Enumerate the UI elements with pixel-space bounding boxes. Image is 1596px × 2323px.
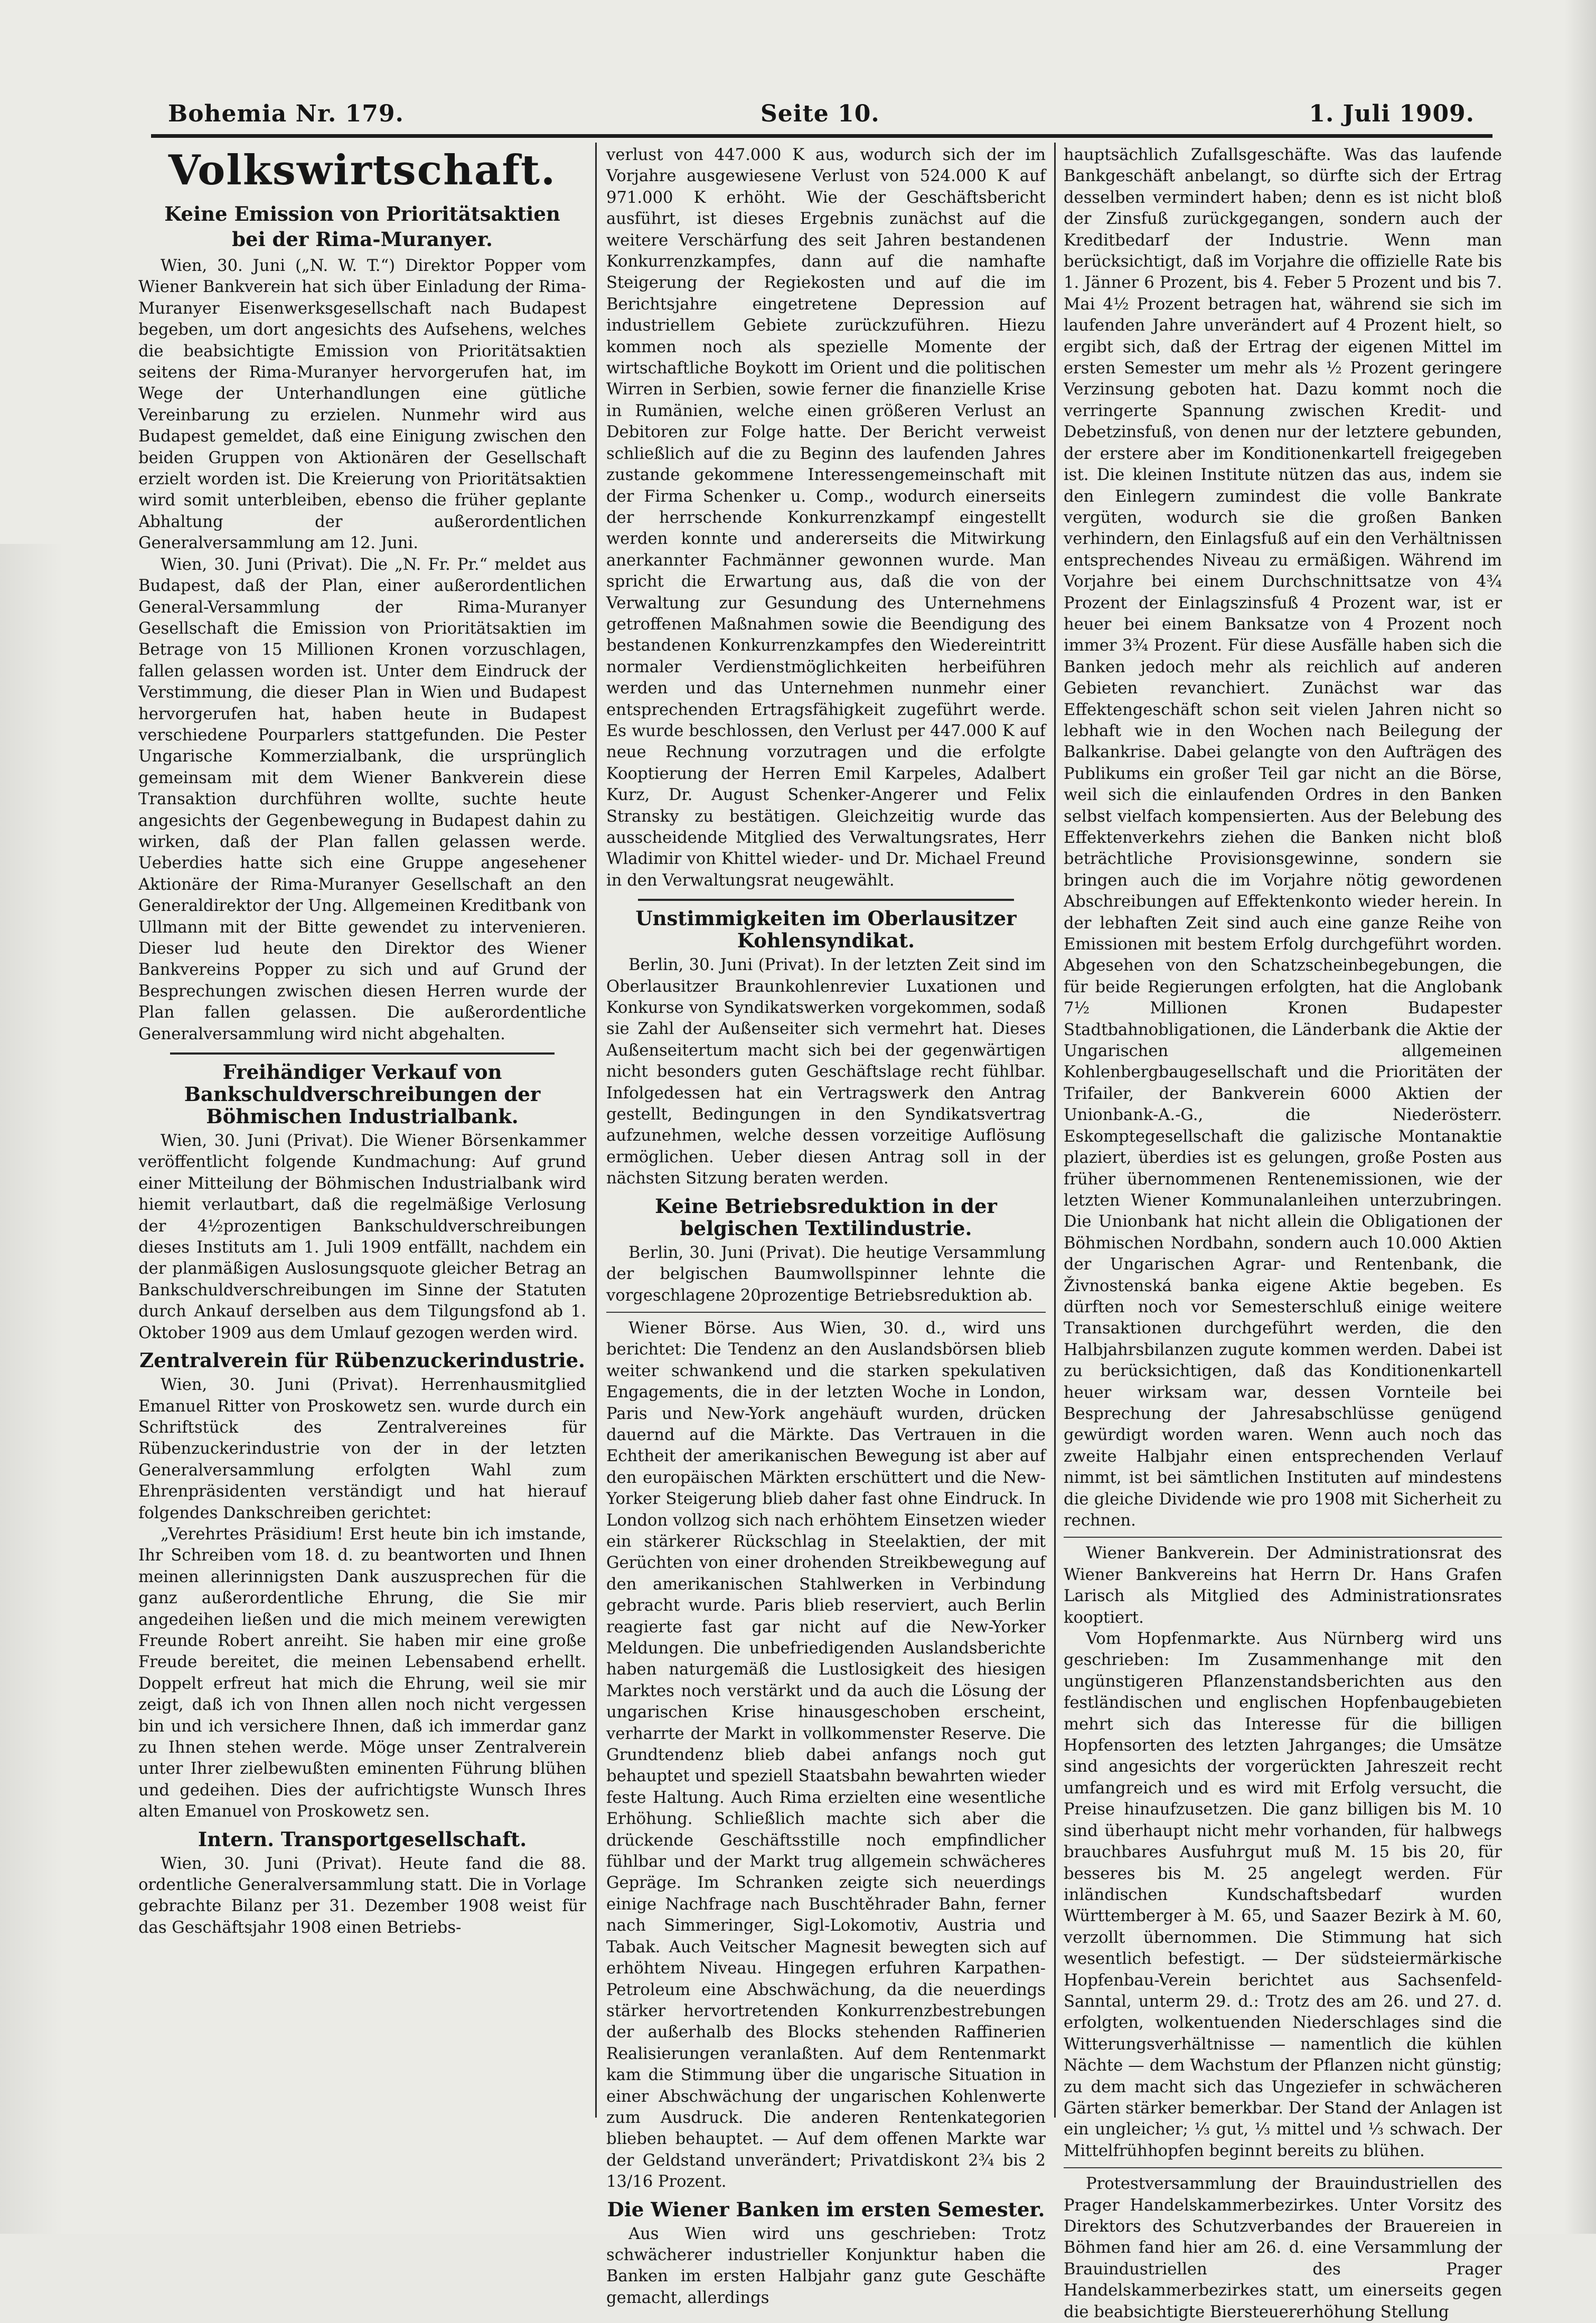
article-headline: Unstimmigkeiten im Oberlausitzer Kohlensyndikat. [635, 907, 1017, 953]
column-rule-1 [595, 143, 597, 2118]
article-separator [1064, 2167, 1502, 2168]
section-title: Volkswirtschaft. [168, 146, 557, 194]
article-paragraph: Wiener Börse. Aus Wien, 30. d., wird uns berichtet: Die Tendenz an den Auslandsbörsen blieb weiter schwankend und die starken spekulativen Engagements, die in der letzten Woche in London, Paris und New-York angehäuft wurden, drücken dauernd auf die Märkte. Das Vertrauen in die Echtheit der amerikanischen Bewegung ist aber auf den europäischen Märkten erschüttert und die New-Yorker Steigerung blieb daher fast ohne Eindruck. In London vollzog sich nach erhöhtem Einsetzen wieder ein stärkerer Rückschlag in Steelaktien, der mit Gerüchten von einer drohenden Streikbewegung auf den amerikanischen Stahlwerken in Verbindung gebracht wurde. Paris blieb reserviert, auch Berlin reagierte fast gar nicht auf die New-Yorker Meldungen. Die unbefriedigenden Auslandsberichte haben naturgemäß die Lustlosigkeit des hiesigen Marktes noch verstärkt und da auch die Lösung der ungarischen Krise hinausgeschoben erscheint, verharrte der Markt in vollkommenster Reserve. Die Grundtendenz blieb dabei anfangs noch gut behauptet und speziell Staatsbahn bewahrten wieder feste Haltung. Auch Rima erzielten eine wesentliche Erhöhung. Schließlich machte sich aber die drückende Geschäftsstille noch empfindlicher fühlbar und der Markt trug allgemein schwächeres Gepräge. Im Schranken zeigte sich neuerdings einige Nachfrage nach Buschtěhrader Bahn, ferner nach Simmeringer, Sigl-Lokomotiv, Austria und Tabak. Auch Veitscher Magnesit bewegten sich auf erhöhtem Niveau. Hingegen erfuhren Karpathen-Petroleum eine Abschwächung, da die neuerdings stärker hervortretenden Konkurrenzbestrebungen der außerhalb des Blocks stehenden Raffinerien Realisierungen veranlaßten. Auf dem Rentenmarkt kam die Stimmung über die ungarische Situation in einer Abschwächung der ungarischen Kohlenwerte zum Ausdruck. Die anderen Rentenkategorien blieben behauptet. — Auf dem offenen Markte war der Geldstand unverändert; Privatdiskont 2¾ bis 2 13/16 Prozent. [606, 1319, 1046, 2192]
article-separator [638, 899, 1014, 901]
article-separator [1064, 1537, 1502, 1538]
header-rule [151, 134, 1492, 138]
article-paragraph: Wien, 30. Juni (Privat). Die „N. Fr. Pr.“ meldet aus Budapest, daß der Plan, einer außerordentlichen General-Versammlung der Rima-Muranyer Gesellschaft die Emission von Prioritätsaktien im Betrage von 15 Millionen Kronen vorzuschlagen, fallen gelassen worden ist. Unter dem Eindruck der Verstimmung, die dieser Plan in Wien und Budapest hervorgerufen hat, haben heute in Budapest verschiedene Pourparlers stattgefunden. Die Pester Ungarische Kommerzialbank, die ursprünglich gemeinsam mit dem Wiener Bankverein diese Transaktion durchführen wollte, suchte heute angesichts der Gegenbewegung in Budapest dahin zu wirken, daß der Plan fallen gelassen werde. Ueberdies hatte sich eine Gruppe angesehener Aktionäre der Rima-Muranyer Gesellschaft an den Generaldirektor der Ung. Allgemeinen Kreditbank von Ullmann mit der Bitte gewendet zu intervenieren. Dieser lud heute den Direktor des Wiener Bankvereins Popper zu sich und auf Grund der Besprechungen zwischen diesen Herren wurde der Plan fallen gelassen. Die außerordentliche Generalversammlung wird nicht abgehalten. [138, 555, 586, 1043]
article-paragraph: Berlin, 30. Juni (Privat). In der letzten Zeit sind im Oberlausitzer Braunkohlenrevier Luxationen und Konkurse von Syndikatswerken vorgekommen, sodaß sie Zahl der Außenseiter sich vermehrt hat. Dieses Außenseitertum macht sich bei der gegenwärtigen nicht besonders guten Geschäftslage recht fühlbar. Infolgedessen hat ein Vertragswerk den Antrag gestellt, Bedingungen in den Syndikatsvertrag aufzunehmen, welche dessen vorzeitige Auflösung ermöglichen. Ueber diesen Antrag soll in der nächsten Sitzung beraten werden. [606, 956, 1046, 1188]
article-paragraph: Wien, 30. Juni („N. W. T.“) Direktor Popper vom Wiener Bankverein hat sich über Einladung der Rima-Muranyer Eisenwerksgesellschaft nach Budapest begeben, um dort angesichts des Aufsehens, welches die beabsichtigte Emission von Prioritätsaktien seitens der Rima-Muranyer hervorgerufen hat, im Wege der Unterhandlungen eine gütliche Vereinbarung zu erzielen. Nunmehr wird aus Budapest gemeldet, daß eine Einigung zwischen den beiden Gruppen von Aktionären der Gesellschaft erzielt worden ist. Die Kreierung von Prioritätsaktien wird somit unterbleiben, ebenso die früher geplante Abhaltung der außerordentlichen Generalversammlung am 12. Juni. [138, 257, 586, 553]
article-separator [606, 1312, 1046, 1313]
article-headline: Die Wiener Banken im ersten Semester. [607, 2197, 1045, 2221]
article-paragraph: Aus Wien wird uns geschrieben: Trotz schwächerer industrieller Konjunktur haben die Banken im ersten Halbjahr ganz gute Geschäfte gemacht, allerdings [606, 2224, 1046, 2307]
article-paragraph: Wien, 30. Juni (Privat). Herrenhausmitglied Emanuel Ritter von Proskowetz sen. wurde durch ein Schriftstück des Zentralvereines für Rübenzuckerindustrie von der in der letzten Generalversammlung erfolgten Wahl zum Ehrenpräsidenten verständigt und hat hierauf folgendes Dankschreiben gerichtet: [138, 1376, 586, 1522]
article-paragraph: Vom Hopfenmarkte. Aus Nürnberg wird uns geschrieben: Im Zusammenhange mit den ungünstigeren Pflanzenstandsberichten aus den festländischen und englischen Hopfenbaugebieten mehrt sich das Interesse für die billigen Hopfensorten des letzten Jahrganges; die Umsätze sind angesichts der vorgerückten Jahreszeit recht umfangreich und es wird mit Erfolg versucht, die Preise hinaufzusetzen. Die ganz billigen bis M. 10 sind überhaupt nicht mehr vorhanden, für halbwegs brauchbares Ausfuhrgut muß M. 15 bis 20, für besseres bis M. 25 angelegt werden. Für inländischen Kundschaftsbedarf wurden Württemberger à M. 65, und Saazer Bezirk à M. 60, verzollt übernommen. Die Stimmung hat sich wesentlich befestigt. — Der südsteiermärkische Hopfenbau-Verein berichtet aus Sachsenfeld-Sanntal, unterm 29. d.: Trotz des am 26. und 27. d. erfolgten, wolkentuenden Niederschlages sind die Witterungsverhältnisse — namentlich die kühlen Nächte — dem Wachstum der Pflanzen nicht günstig; zu dem macht sich das Ungeziefer in schwächeren Gärten stärker bemerkbar. Der Stand der Anlagen ist ein ungleicher; ⅓ gut, ⅓ mittel und ⅓ schwach. Der Mittelfrühhopfen beginnt bereits zu blühen. [1064, 1630, 1502, 2160]
page-header [158, 100, 1484, 134]
article-paragraph: hauptsächlich Zufallsgeschäfte. Was das laufende Bankgeschäft anbelangt, so dürfte sich der Ertrag desselben vermindert haben; denn es ist nicht bloß der Zinsfuß zurückgegangen, sondern auch der Kreditbedarf der Industrie. Wenn man berücksichtigt, daß im Vorjahre die offizielle Rate bis 1. Jänner 6 Prozent, bis 4. Feber 5 Prozent und bis 7. Mai 4½ Prozent betragen hat, während sie sich im laufenden Jahre unverändert auf 4 Prozent hielt, so ergibt sich, daß der Ertrag der eigenen Mittel im ersten Semester um mehr als ½ Prozent geringere Verzinsung geboten hat. Dazu kommt noch die verringerte Spannung zwischen Kredit- und Debetzinsfuß, von denen nur der letztere gebunden, der erstere aber im Konditionenkartell freigegeben ist. Die kleinen Institute nützen das aus, indem sie den Einlegern zumindest die volle Bankrate vergüten, wodurch sie die großen Banken verhindern, den Einlagsfuß auf ein den Verhältnissen entsprechendes Niveau zu ermäßigen. Während im Vorjahre bei einem Durchschnittsatze von 4¾ Prozent der Einlagszinsfuß 4 Prozent war, ist er heuer bei einem Banksatze von 4 Prozent noch immer 3¾ Prozent. Für diese Ausfälle haben sich die Banken jedoch mehr als reichlich auf anderen Gebieten revanchiert. Zunächst war das Effektengeschäft schon seit vielen Jahren nicht so lebhaft wie in den Wochen nach Beilegung der Balkankrise. Dabei gelangte von den Aufträgen des Publikums ein großer Teil gar nicht an die Börse, weil sich die einlaufenden Ordres in den Banken selbst vielfach kompensierten. Aus der Belebung des Effektenverkehrs ziehen die Banken nicht bloß beträchtliche Provisionsgewinne, sondern sie bringen auch die im Vorjahre nötig gewordenen Abschreibungen auf Effektenkonto wieder herein. In der lebhaften Zeit sind auch eine ganze Reihe von Emissionen mit bestem Erfolg durchgeführt worden. Abgesehen von den Schatzscheinbegebungen, die für beide Regierungen erfolgten, hat die Anglobank 7½ Millionen Kronen Budapester Stadtbahnobligationen, die Länderbank die Aktie der Ungarischen allgemeinen Kohlenbergbaugesellschaft und die Prioritäten der Trifailer, der Bankverein 6000 Aktien der Unionbank-A.-G., die Niederösterr. Eskomptegesellschaft die galizische Montanaktie plaziert, überdies ist es gelungen, große Posten aus früher übernommenen Rentenemissionen, wie der letzten Wiener Kommunalanleihen unterzubringen. Die Unionbank hat nicht allein die Obligationen der Böhmischen Nordbahn, sondern auch 10.000 Aktien der Ungarischen Agrar- und Rentenbank, die Živnostenská banka eigene Aktie begeben. Es dürften noch vor Semesterschluß einige weitere Transaktionen durchgeführt werden, die den Halbjahrsbilanzen zugute kommen werden. Dabei ist zu berücksichtigen, daß das Konditionenkartell heuer wirksam war, dessen Vornteile bei Besprechung der Jahresabschlüsse genügend gewürdigt worden waren. Wenn auch noch das zweite Halbjahr einen entsprechenden Verlauf nimmt, ist bei sämtlichen Instituten auf mindestens die gleiche Dividende wie pro 1908 mit Sicherheit zu rechnen. [1064, 146, 1502, 1530]
column-2 [606, 145, 1046, 2307]
article-headline: Intern. Transportgesellschaft. [198, 1827, 527, 1851]
page-shadow-right [1564, 0, 1596, 2234]
column-1 [138, 145, 586, 2120]
header-page-number: Seite 10. [761, 100, 880, 127]
article-paragraph: Protestversammlung der Brauindustriellen des Prager Handelskammerbezirkes. Unter Vorsitz des Direktors des Schutzverbandes der Brauereien in Böhmen fand hier am 26. d. eine Versammlung der Brauindustriellen des Prager Handelskammerbezirkes statt, um einerseits gegen die beabsichtigte Biersteuererhöhung Stellung [1064, 2175, 1502, 2321]
header-date: 1. Juli 1909. [1309, 100, 1475, 127]
column-3 [1064, 145, 1502, 2321]
article-paragraph: „Verehrtes Präsidium! Erst heute bin ich imstande, Ihr Schreiben vom 18. d. zu beantworten und Ihnen meinen allerinnigsten Dank auszusprechen für die ganz außerordentliche Ehrung, die Sie mir angedeihen ließen und die mich meinem verewigten Freunde Robert anreiht. Sie haben mir eine große Freude bereitet, die meinen Lebensabend erhellt. Doppelt erfreut hat mich die Ehrung, weil sie mir zeigt, daß ich von Ihnen allen noch nicht vergessen bin und ich versichere Ihnen, daß ich immerdar ganz zu Ihnen stehen werde. Möge unser Zentralverein unter Ihrer zielbewußten eminenten Führung blühen und gedeihen. Dies der aufrichtigste Wunsch Ihres alten Emanuel von Proskowetz sen. [138, 1525, 586, 1821]
article-headline: Freihändiger Verkauf von Bankschuldverschreibungen der Böhmischen Industrialbank. [184, 1060, 541, 1128]
article-paragraph: Wiener Bankverein. Der Administrationsrat des Wiener Bankvereins hat Herrn Dr. Hans Grafen Larisch als Mitglied des Administrationsrates kooptiert. [1064, 1544, 1502, 1627]
article-paragraph: Berlin, 30. Juni (Privat). Die heutige Versammlung der belgischen Baumwollspinner lehnte die vorgeschlagene 20prozentige Betriebsreduktion ab. [606, 1243, 1046, 1305]
article-headline: Zentralverein für Rübenzuckerindustrie. [139, 1349, 585, 1372]
article-subheadline: bei der Rima-Muranyer. [232, 228, 493, 251]
article-paragraph: Wien, 30. Juni (Privat). Die Wiener Börsenkammer veröffentlicht folgende Kundmachung: Auf grund einer Mitteilung der Böhmischen Industrialbank wird hiemit verlautbart, daß die regelmäßige Verlosung der 4½prozentigen Bankschuldverschreibungen dieses Instituts am 1. Juli 1909 entfällt, nachdem ein der planmäßigen Auslosungsquote gleicher Betrag an Bankschuldverschreibungen im Sinne der Statuten durch Ankauf derselben aus dem Tilgungsfond ab 1. Oktober 1909 aus dem Umlauf gezogen werden wird. [138, 1132, 586, 1342]
article-headline: Keine Betriebsreduktion in der belgischen Textilindustrie. [655, 1194, 997, 1240]
page-shadow-left [0, 544, 63, 2234]
header-issue: Bohemia Nr. 179. [168, 100, 404, 127]
article-separator [170, 1052, 555, 1055]
article-headline: Keine Emission von Prioritätsaktien [164, 202, 560, 225]
column-rule-2 [1054, 143, 1056, 2118]
article-paragraph: Wien, 30. Juni (Privat). Heute fand die 88. ordentliche Generalversammlung statt. Die in Vorlage gebrachte Bilanz per 31. Dezember 1908 weist für das Geschäftsjahr 1908 einen Betriebs- [138, 1854, 586, 1937]
article-paragraph: verlust von 447.000 K aus, wodurch sich der im Vorjahre ausgewiesene Verlust von 524.000 K auf 971.000 K erhöht. Wie der Geschäftsbericht ausführt, ist dieses Ergebnis zunächst auf die weitere Verschärfung des seit Jahren bestandenen Konkurrenzkampfes, dann auf die namhafte Steigerung der Regiekosten und auf die im Berichtsjahre eingetretene Depression auf industriellem Gebiete zurückzuführen. Hiezu kommen noch als spezielle Momente der wirtschaftliche Boykott im Orient und die politischen Wirren in Serbien, sowie ferner die finanzielle Krise in Rumänien, welche einen größeren Verlust an Debitoren zur Folge hatte. Der Bericht verweist schließlich auf die zu Beginn des laufenden Jahres zustande gekommene Interessengemeinschaft mit der Firma Schenker u. Comp., wodurch einerseits der herrschende Konkurrenzkampf eingestellt werden konnte und andererseits die Mitwirkung anerkannter Fachmänner gewonnen wurde. Man spricht die Erwartung aus, daß die von der Verwaltung zur Gesundung des Unternehmens getroffenen Maßnahmen sowie die Beendigung des bestandenen Konkurrenzkampfes den Wiedereintritt normaler Verdienstmöglichkeiten herbeiführen werden und das Unternehmen nunmehr einer entsprechenden Ertragsfähigkeit zugeführt werde. Es wurde beschlossen, den Verlust per 447.000 K auf neue Rechnung vorzutragen und die erfolgte Kooptierung der Herren Emil Karpeles, Adalbert Kurz, Dr. August Schenker-Angerer und Felix Stransky zu bestätigen. Gleichzeitig wurde das ausscheidende Mitglied des Verwaltungsrates, Herr Wladimir von Khittel wieder- und Dr. Michael Freund in den Verwaltungsrat neugewählt. [606, 146, 1046, 890]
